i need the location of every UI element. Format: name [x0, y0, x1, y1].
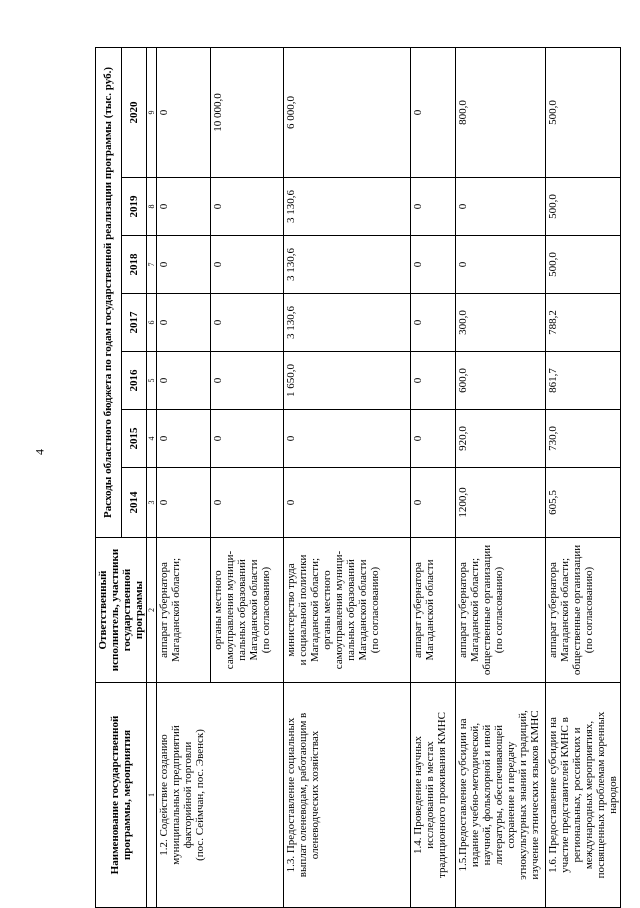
value-cell: 0 [284, 468, 411, 538]
value-cell: 500,0 [546, 47, 621, 177]
executor-cell: министерство труда и социальной политики Магаданской области; органы местного самоуправления муници- пальных образований Магаданской области (по согласованию) [284, 538, 411, 683]
year-header: 2014 [121, 468, 147, 538]
value-cell: 0 [157, 294, 211, 352]
executor-cell: аппарат губернатора Магаданской области; [157, 538, 211, 683]
value-cell: 861,7 [546, 352, 621, 410]
value-cell: 0 [456, 178, 546, 236]
executor-cell: органы местного самоуправления муници- пальных образований Магаданской области (по согласованию) [211, 538, 284, 683]
table-row [546, 47, 621, 907]
value-cell: 0 [456, 236, 546, 294]
measure-name: 1.3. Предоставление социальных выплат оленеводам, работающим в оленеводческих хозяйствах [284, 683, 411, 908]
value-cell: 0 [211, 352, 284, 410]
measure-name: 1.5.Предоставление субсидии на издание учебно-методической, научной, фольклорной и иной литературы, обеспечивающей сохранение и передачу этнокультурных знаний и традиций, изучение этнических языков КМНС [456, 683, 546, 908]
header-executor: Ответственный исполнитель, участники государственной программы [96, 538, 147, 683]
value-cell: 605,5 [546, 468, 621, 538]
value-cell: 3 130,6 [284, 236, 411, 294]
year-header: 2015 [121, 410, 147, 468]
year-header: 2017 [121, 294, 147, 352]
value-cell: 6 000,0 [284, 47, 411, 177]
header-expenses: Расходы областного бюджета по годам государственной реализации программы (тыс. руб.) [96, 47, 122, 537]
value-cell: 3 130,6 [284, 294, 411, 352]
value-cell: 0 [211, 294, 284, 352]
measure-name: 1.6. Предоставление субсидии на участие представителей КМНС в региональных, российских и международных мероприятиях, посвященных проблемам коренных народов [546, 683, 621, 908]
value-cell: 300,0 [456, 294, 546, 352]
value-cell: 3 130,6 [284, 178, 411, 236]
column-number: 1 [147, 683, 157, 908]
column-number: 2 [147, 538, 157, 683]
program-expenses-table [95, 47, 621, 908]
measure-name: 1.2. Содействие созданию муниципальных предприятий факторийной торговли (пос. Сеймчан, пос. Эвенск) [157, 683, 284, 908]
column-number: 9 [147, 47, 157, 177]
value-cell: 0 [157, 410, 211, 468]
value-cell: 0 [157, 352, 211, 410]
value-cell: 1200,0 [456, 468, 546, 538]
table-row [456, 47, 546, 907]
value-cell: 788,2 [546, 294, 621, 352]
value-cell: 800,0 [456, 47, 546, 177]
year-header: 2020 [121, 47, 147, 177]
measure-name: 1.4. Проведение научных исследований в местах традиционного проживания КМНС [411, 683, 456, 908]
value-cell: 0 [157, 468, 211, 538]
value-cell: 1 650,0 [284, 352, 411, 410]
column-number: 4 [147, 410, 157, 468]
value-cell: 0 [411, 236, 456, 294]
rotated-page [95, 48, 619, 908]
page-number: 4 [32, 449, 47, 455]
column-number: 3 [147, 468, 157, 538]
table-row [284, 47, 411, 907]
value-cell: 500,0 [546, 178, 621, 236]
value-cell: 0 [411, 352, 456, 410]
value-cell: 0 [211, 468, 284, 538]
value-cell: 500,0 [546, 236, 621, 294]
value-cell: 0 [157, 236, 211, 294]
year-header: 2019 [121, 178, 147, 236]
value-cell: 0 [411, 47, 456, 177]
column-number: 7 [147, 236, 157, 294]
value-cell: 10 000,0 [211, 47, 284, 177]
header-name: Наименование государственной программы, мероприятия [96, 683, 147, 908]
value-cell: 730,0 [546, 410, 621, 468]
value-cell: 0 [411, 178, 456, 236]
table-row [411, 47, 456, 907]
year-header: 2016 [121, 352, 147, 410]
value-cell: 0 [411, 294, 456, 352]
value-cell: 0 [211, 178, 284, 236]
column-number: 8 [147, 178, 157, 236]
table-row [157, 47, 211, 907]
value-cell: 0 [157, 47, 211, 177]
column-number: 6 [147, 294, 157, 352]
executor-cell: аппарат губернатора Магаданской области [411, 538, 456, 683]
executor-cell: аппарат губернатора Магаданской области; общественные организации (по согласованию) [546, 538, 621, 683]
value-cell: 920,0 [456, 410, 546, 468]
value-cell: 0 [411, 410, 456, 468]
value-cell: 0 [411, 468, 456, 538]
executor-cell: аппарат губернатора Магаданской области; общественные организации (по согласованию) [456, 538, 546, 683]
value-cell: 0 [211, 410, 284, 468]
year-header: 2018 [121, 236, 147, 294]
value-cell: 0 [211, 236, 284, 294]
value-cell: 0 [157, 178, 211, 236]
value-cell: 600,0 [456, 352, 546, 410]
value-cell: 0 [284, 410, 411, 468]
column-number: 5 [147, 352, 157, 410]
